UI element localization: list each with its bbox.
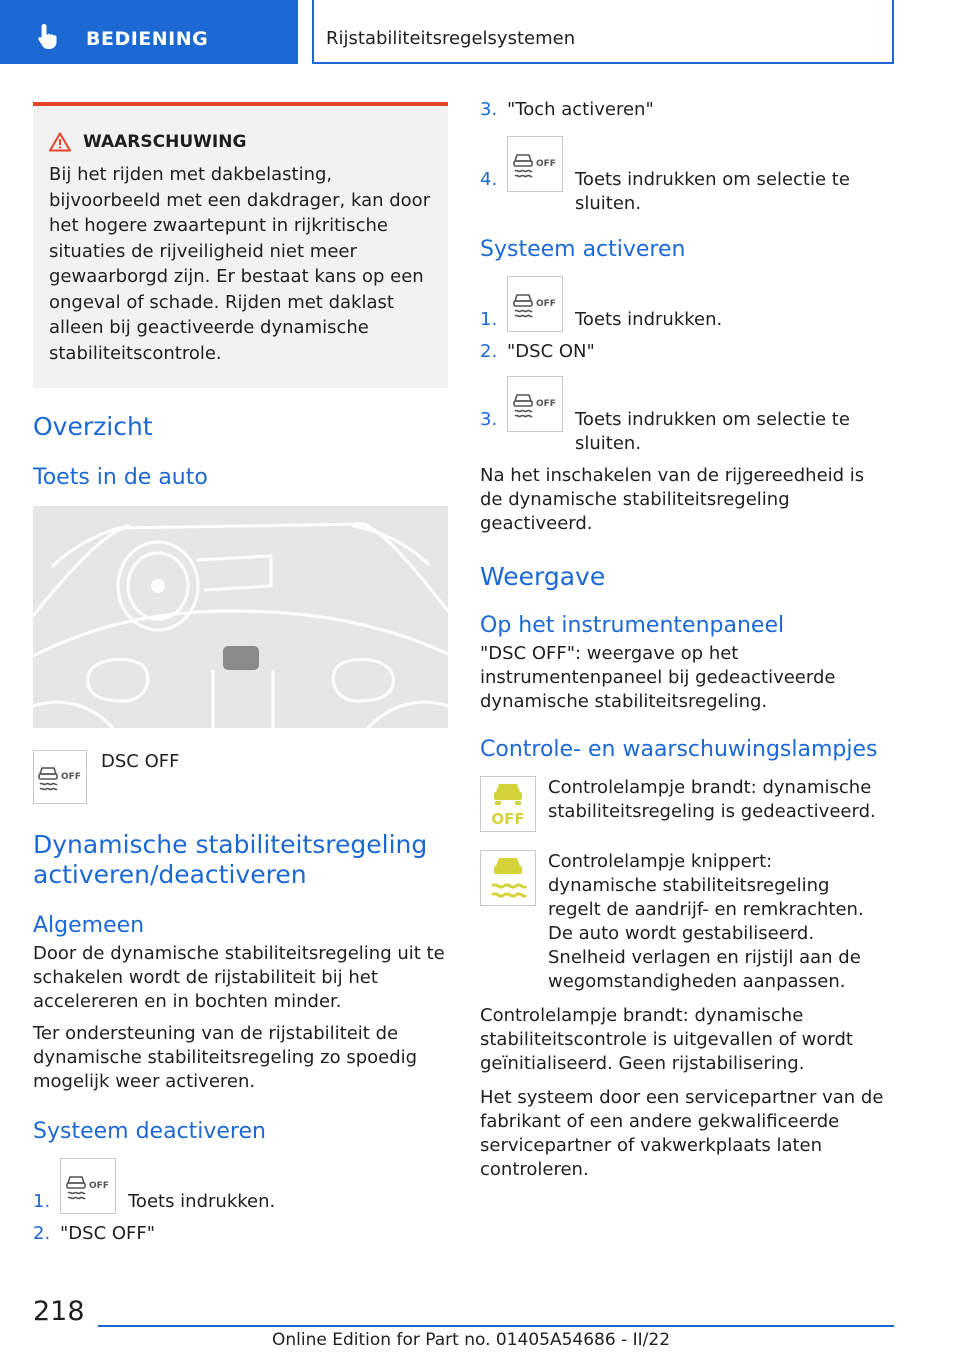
page-number: 218 <box>33 1296 85 1327</box>
general-heading: Algemeen <box>33 913 145 938</box>
warning-box <box>33 102 448 388</box>
page-title: Rijstabiliteitsregelsystemen <box>326 28 576 49</box>
lamps-heading: Controle- en waarschuwingslampjes <box>480 737 878 762</box>
dsc-section-heading: Dynamische stabiliteitsregeling activeren/deactiveren <box>33 830 428 889</box>
dsc-off-button-icon <box>60 1158 116 1214</box>
activate-heading: Systeem activeren <box>480 237 686 262</box>
warning-title-row <box>49 132 432 152</box>
deactivate-heading: Systeem deactiveren <box>33 1119 266 1144</box>
deactivate-step-2: 2. "DSC OFF" <box>33 1223 156 1244</box>
svg-text:OFF: OFF <box>89 1181 109 1191</box>
dsc-off-button-icon <box>507 136 563 192</box>
deactivate-step-3: 3. "Toch activeren" <box>480 99 654 120</box>
svg-text:OFF: OFF <box>536 159 556 169</box>
right-column <box>480 98 892 1182</box>
service-text: Het systeem door een servicepartner van de fabrikant of een andere gekwalificeerde servicepartner of vakwerkplaats laten controleren. <box>480 1087 884 1180</box>
svg-text:OFF: OFF <box>536 399 556 409</box>
svg-text:OFF: OFF <box>491 810 525 828</box>
section-label: BEDIENING <box>86 28 209 50</box>
car-interior-illustration <box>33 506 448 728</box>
svg-text:OFF: OFF <box>536 299 556 309</box>
activate-step-1: 1. OFF Toets indrukken. <box>480 276 892 332</box>
activate-step-3: 3. OFF Toets indrukken om selectie te sluiten. <box>480 376 892 456</box>
dsc-button-caption: DSC OFF <box>101 751 180 772</box>
warning-title: WAARSCHUWING <box>83 132 247 152</box>
lamp-2-text: Controlelampje knippert: dynamische stabiliteitsregeling regelt de aandrijf- en remkrachten. De auto wordt gestabiliseerd. Snelheid verlagen en rijstijl aan de wegomstandigheden aanpassen. <box>548 851 864 992</box>
lamp-2-row <box>480 850 892 994</box>
instrument-cluster-text: "DSC OFF": weergave op het instrumentenpaneel bij gedeactiveerde dynamische stabiliteitsregeling. <box>480 643 836 712</box>
edition-info: Online Edition for Part no. 01405A54686 - II/22 <box>272 1330 671 1350</box>
lamp-1-text: Controlelampje brandt: dynamische stabiliteitsregeling is gedeactiveerd. <box>548 777 876 822</box>
deactivate-step-1: 1. OFF Toets indrukken. <box>33 1158 448 1214</box>
activate-step-2: 2. "DSC ON" <box>480 341 595 362</box>
general-paragraph-2: Ter ondersteuning van de rijstabiliteit de dynamische stabiliteitsregeling zo spoedig mogelijk weer activeren. <box>33 1023 418 1092</box>
warning-triangle-icon <box>49 132 71 152</box>
lamp-3-text: Controlelampje brandt: dynamische stabiliteitscontrole is uitgevallen of wordt geïnitialiseerd. Geen rijstabilisering. <box>480 1005 853 1074</box>
left-column <box>33 102 448 1246</box>
dsc-off-button-icon <box>33 750 87 804</box>
overview-heading: Overzicht <box>33 412 153 441</box>
dsc-off-button-icon <box>507 376 563 432</box>
button-location-heading: Toets in de auto <box>33 465 208 490</box>
page-header <box>312 0 894 64</box>
section-tab <box>0 0 298 64</box>
dsc-off-warning-lamp-icon <box>480 776 536 832</box>
hand-pointer-icon <box>36 22 62 50</box>
dsc-button-row <box>33 750 448 804</box>
warning-text: Bij het rijden met dakbelasting, bijvoorbeeld met een dakdrager, kan door het hogere zwaartepunt in rijkritische situaties de rijveiligheid niet meer gewaarborgd zijn. Er bestaat kans op een ongeval of schade. Rijden met daklast alleen bij geactiveerde dynamische stabiliteitscontrole. <box>49 164 431 364</box>
display-heading: Weergave <box>480 562 606 591</box>
instrument-cluster-heading: Op het instrumentenpaneel <box>480 613 785 638</box>
activation-note: Na het inschakelen van de rijgereedheid is de dynamische stabiliteitsregeling geactiveerd. <box>480 465 865 534</box>
general-paragraph-1: Door de dynamische stabiliteitsregeling uit te schakelen wordt de rijstabiliteit bij het accelereren en in bochten minder. <box>33 943 445 1012</box>
deactivate-step-4: 4. OFF Toets indrukken om selectie te sluiten. <box>480 136 892 216</box>
footer-divider <box>98 1325 894 1327</box>
dsc-off-button-icon <box>507 276 563 332</box>
lamp-1-row <box>480 776 892 832</box>
svg-text:OFF: OFF <box>61 772 81 782</box>
dsc-active-warning-lamp-icon <box>480 850 536 906</box>
